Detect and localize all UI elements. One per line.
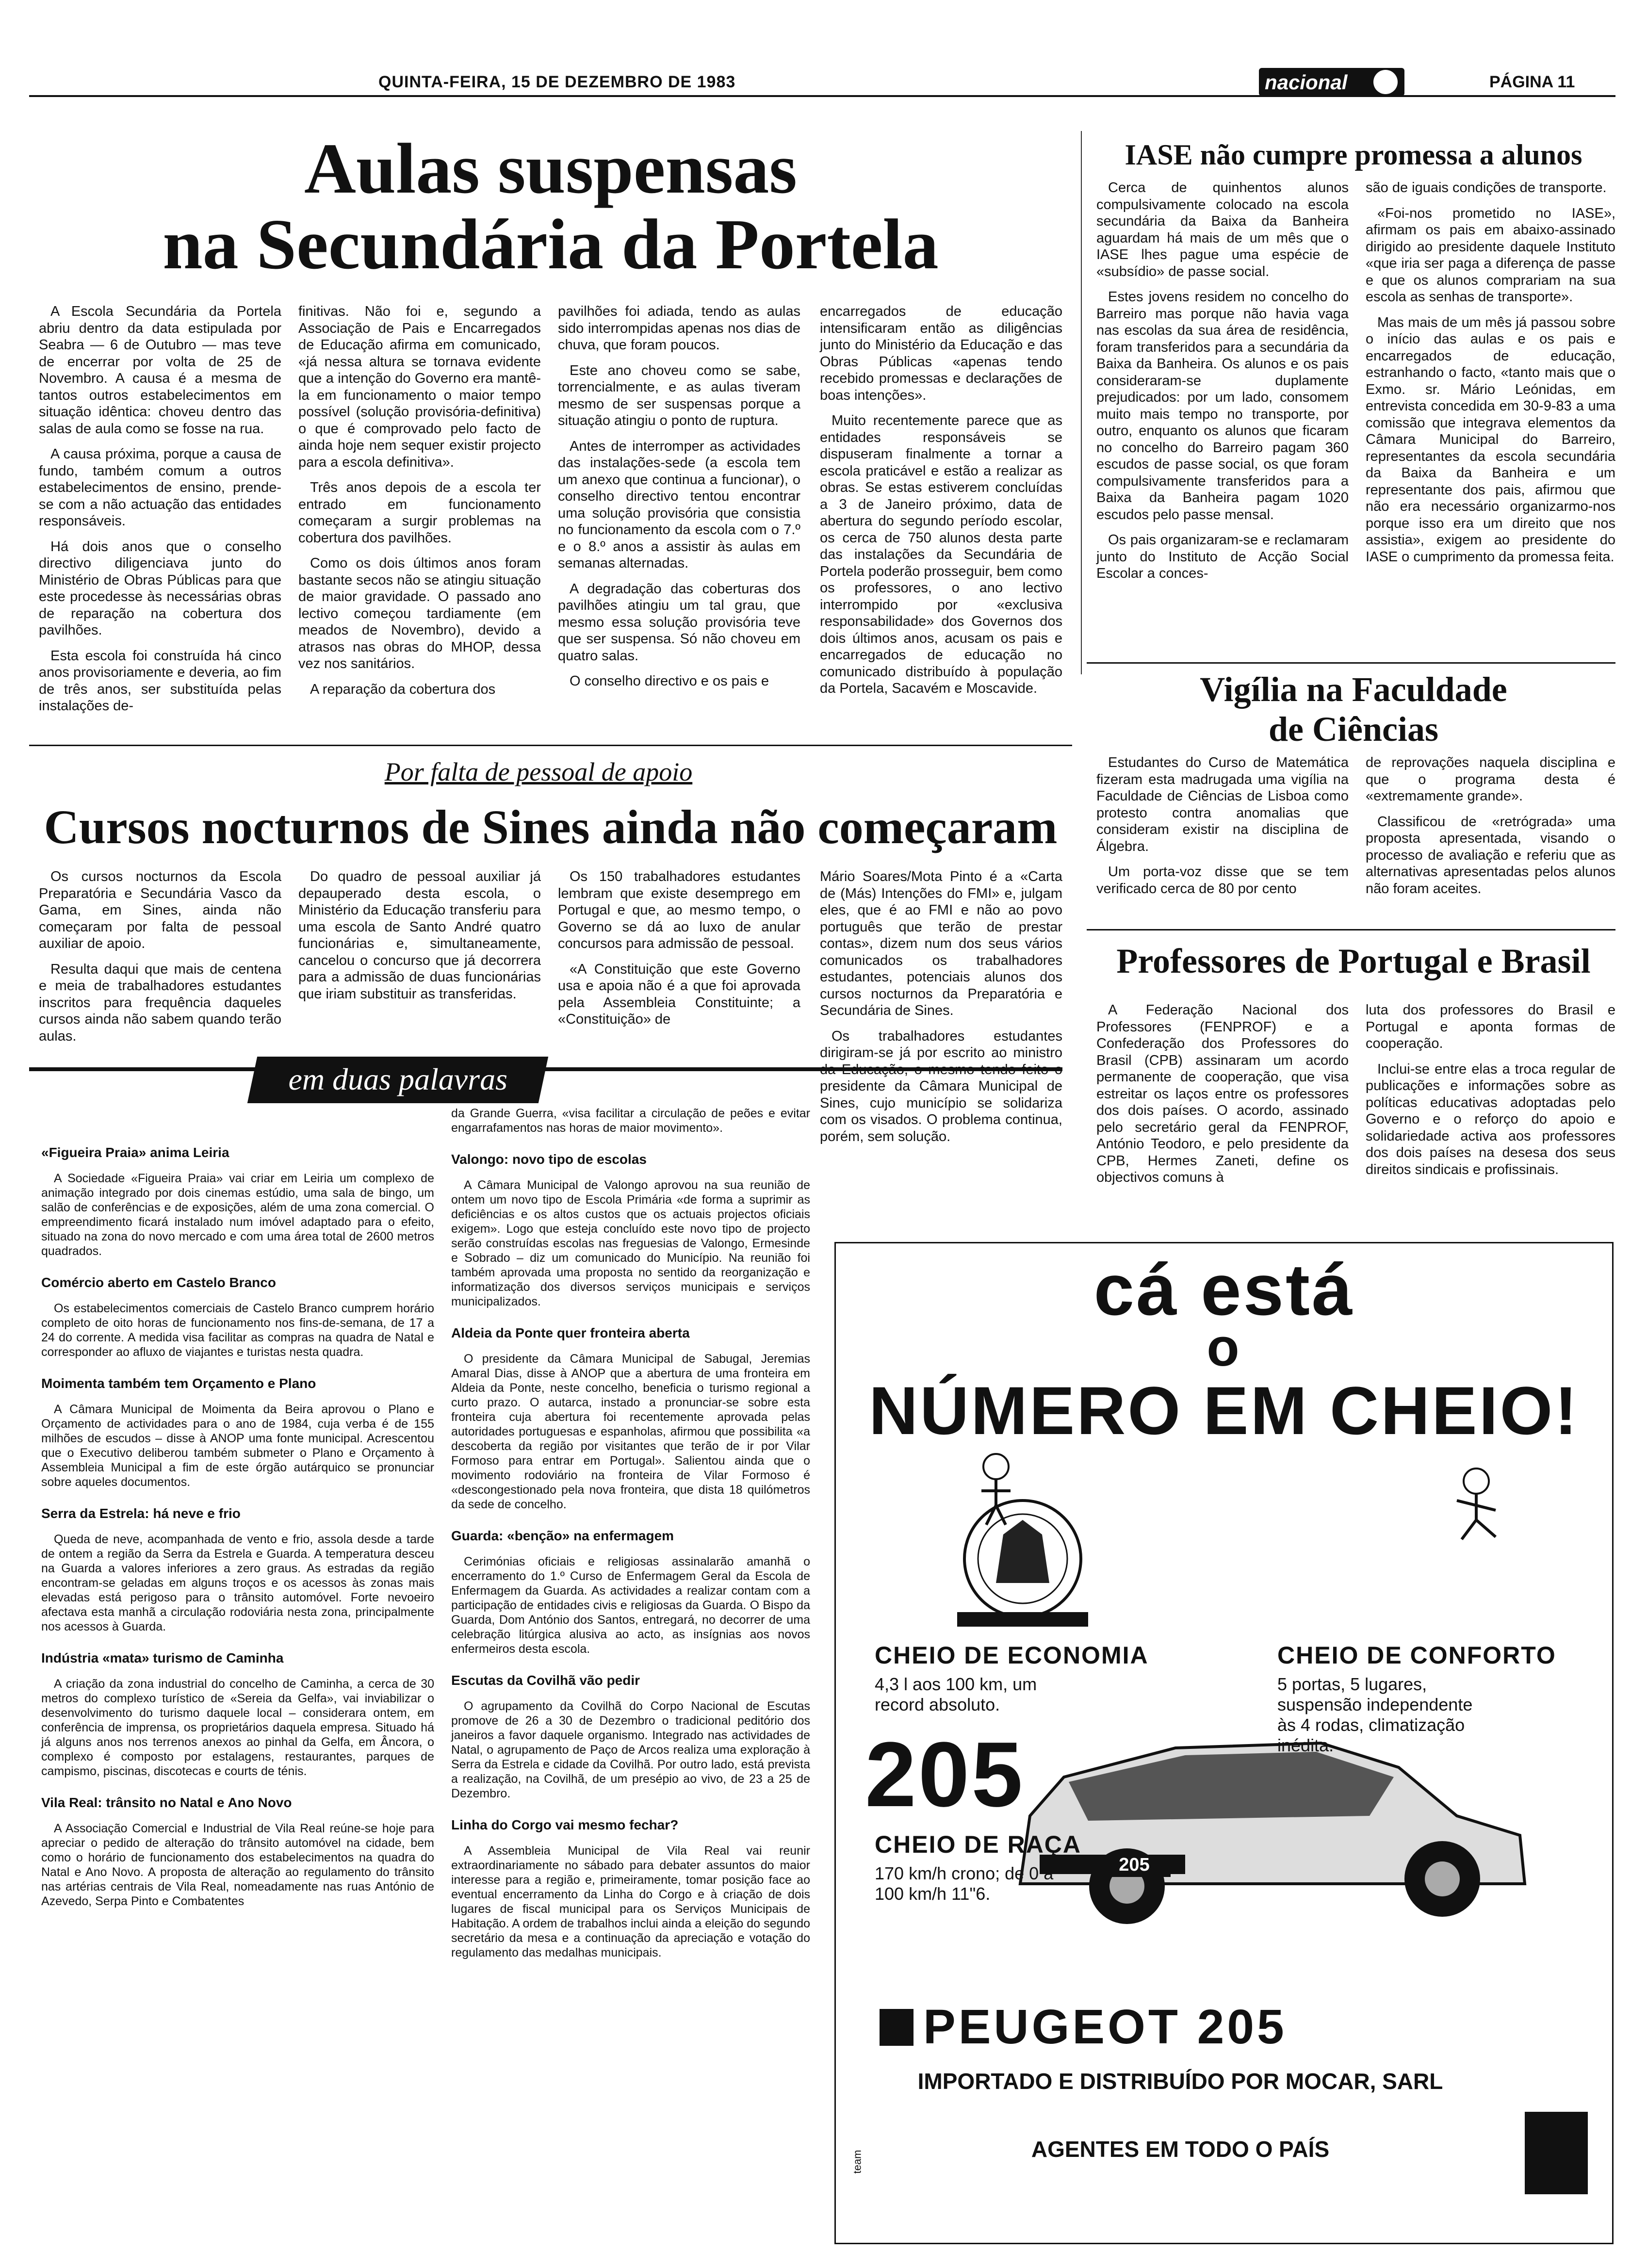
brief-text: O presidente da Câmara Municipal de Sabugal, Jeremias Amaral Dias, disse à ANOP que a abertura de uma fronteira em Aldeia da Ponte, neste concelho, beneficia o turismo regional a curto prazo. O autarca, instado a pronunciar-se sobre esta fronteira cuja abertura foi recentemente aprovada pelas autoridades portuguesas e espanholas, afirmou que possibilita «a descoberta da região por visitantes que terão de ir por Vilar Formoso para entrar em Portugal». Salientou ainda que o movimento rodoviário na fronteira de Vilar Formoso é «descongestionado pela nova fronteira, que dista 18 quilómetros da sede de concelho. (451, 1352, 810, 1511)
paragraph: Cerca de quinhentos alunos compulsivamente colocado na escola secundária da Baixa da Banheira aguardam há mais de um mês que o IASE lhes pague uma espécie de «subsídio» de passe social. (1096, 180, 1349, 279)
iase-column-2 (1366, 179, 1615, 574)
brief-text: A Associação Comercial e Industrial de Vila Real reúne-se hoje para apreciar o pedido de alteração do trânsito automóvel na cidade, bem como o horário de funcionamento dos estabelecimentos na quadra do Natal e Ano Novo. A proposta de alteração ao regulamento do trânsito nas artérias centrais de Vila Real, nomeadamente nas ruas António de Azevedo, Serpa Pinto e Combatentes (41, 1822, 434, 1908)
brand-square-icon (880, 2009, 913, 2046)
iase-bottom-rule (1087, 662, 1615, 664)
paragraph: Esta escola foi construída há cinco anos provisoriamente e deveria, ao fim de três anos, ser substituída pelas instalações de- (39, 648, 281, 714)
brief-text: A Câmara Municipal de Moimenta da Beira aprovou o Plano e Orçamento de actividades para o ano de 1984, cuja verba é de 155 milhões de escudos – disse à ANOP uma fonte municipal. Acrescentou que o Executivo deliberou também submeter o Plano e Orçamento à Assembleia Municipal a fim de este órgão autárquico se pronunciar sobre aqueles documentos. (41, 1403, 434, 1489)
sines-kicker: Por falta de pessoal de apoio (384, 757, 693, 786)
importer-text: IMPORTADO E DISTRIBUÍDO POR MOCAR, SARL (917, 2069, 1443, 2094)
header-rule (29, 95, 1615, 97)
brief-heading: Aldeia da Ponte quer fronteira aberta (451, 1325, 690, 1340)
paragraph: Antes de interromper as actividades das instalações-sede (a escola tem um anexo que continua a funcionar), o conselho directivo tentou encontrar uma solução provisória que consistia no funcionamento da escola com o 7.º e o 8.º anos a assistir às aulas em semanas alternadas. (558, 438, 800, 571)
sines-headline: Cursos nocturnos de Sines ainda não começaram (44, 800, 1058, 854)
paragraph: são de iguais condições de transporte. (1366, 180, 1607, 196)
raca-title: CHEIO DE RAÇA (875, 1831, 1082, 1858)
brief-item (451, 1152, 810, 1309)
paragraph: A causa próxima, porque a causa de fundo, também comum a outros estabelecimentos de ensino, prende-se com a não actuação das entidades responsáveis. (39, 446, 281, 529)
brief-heading: Comércio aberto em Castelo Branco (41, 1275, 276, 1290)
vigilia-headline (1092, 669, 1615, 749)
professores-column-1 (1096, 1002, 1349, 1195)
brief-heading: Valongo: novo tipo de escolas (451, 1152, 647, 1167)
professores-headline: Professores de Portugal e Brasil (1116, 942, 1591, 980)
ad-model-number: 205 (865, 1723, 1025, 1826)
paragraph: A reparação da cobertura dos (310, 681, 496, 697)
paragraph: Os 150 trabalhadores estudantes lembram que existe desemprego em Portugal e que, ao mesmo tempo, o Governo se dá ao luxo de anular concursos para admissão de pessoal. (558, 869, 800, 951)
vigilia-column-1 (1096, 754, 1349, 906)
brief-heading: Moimenta também tem Orçamento e Plano (41, 1376, 316, 1391)
professores-column-2 (1366, 1002, 1615, 1187)
section-name: nacional (1265, 71, 1348, 94)
brief-item (41, 1650, 434, 1779)
paragraph: Os pais organizaram-se e reclamaram junto do Instituto de Acção Social Escolar a conces- (1096, 532, 1349, 581)
header-date: QUINTA-FEIRA, 15 DE DEZEMBRO DE 1983 (378, 73, 736, 91)
ad-headline-1: cá está (1093, 1249, 1354, 1330)
paragraph: Classificou de «retrógrada» uma proposta apresentada, visando o processo de avaliação e referiu que as alternativas apresentadas pelos alunos não foram aceites. (1366, 814, 1615, 897)
conforto-text: 5 portas, 5 lugares, suspensão independente às 4 rodas, climatização inédita. (1277, 1674, 1473, 1755)
lion-medallion-icon (957, 1501, 1088, 1627)
brief-heading: Guarda: «benção» na enfermagem (451, 1528, 674, 1543)
sines-column-1 (39, 868, 281, 1053)
lead-column-2 (298, 303, 541, 706)
brief-text: A criação da zona industrial do concelho de Caminha, a cerca de 30 metros do complexo turístico de «Sereia da Gelfa», vai inviabilizar o desenvolvimento do turismo daquele local – considerara ontem, em conferência de imprensa, os proprietários daquela empresa. Situado há já alguns anos nos terrenos anexos ao pinhal da Gelfa, em Âncora, o complexo é composto por estalagens, restaurantes, parques de campismo, piscinas, discotecas e courts de ténis. (41, 1677, 434, 1778)
raca-block (875, 1830, 1127, 1904)
agents-text: AGENTES EM TODO O PAÍS (1031, 2137, 1330, 2162)
ad-headline-2: o (1207, 1318, 1241, 1377)
lead-title-line1: Aulas suspensas (304, 129, 797, 209)
brief-text: A Câmara Municipal de Valongo aprovou na sua reunião de ontem um novo tipo de Escola Primária «de forma a suprimir as deficiências e os altos custos que os actuais projectos oficiais exigem». Logo que esteja concluído este novo tipo de projecto serão construídas escolas nas freguesias de Valongo, Ermesinde e Sobrado – diz um comunicado do Município. Na reunião foi também aprovada uma proposta no sentido da reorganização e informatização dos diversos serviços municipais e serviços municipalizados. (451, 1178, 810, 1308)
briefs-banner (247, 1057, 548, 1103)
paragraph: Como os dois últimos anos foram bastante secos não se atingiu situação de maior gravidade. O passado ano lectivo começou tardiamente (em meados de Novembro), devido a atrasos nas obras do MHOP, dessa vez nos sanitários. (298, 555, 541, 671)
lead-headline (53, 131, 1048, 282)
paragraph: «Foi-nos prometido no IASE», afirmam os pais em abaixo-assinado dirigido ao presidente daquele Instituto «que iria ser paga a diferença de passe e que os alunos comprariam na sua escola as senhas de transporte». (1366, 205, 1615, 305)
section-symbol-icon (1373, 70, 1398, 94)
paragraph: Três anos depois de a escola ter entrado em funcionamento começaram a surgir problemas na cobertura dos pavilhões. (298, 480, 541, 546)
conforto-title: CHEIO DE CONFORTO (1277, 1642, 1556, 1669)
economia-title: CHEIO DE ECONOMIA (875, 1642, 1149, 1669)
paragraph: Estes jovens residem no concelho do Barreiro mas porque não havia vaga nas escolas da sua área de residência, foram transferidos para a secundária da Baixa da Banheira. Os alunos e os pais consideraram-se duplamente prejudicados: por um lado, consomem muito mais tempo no transporte, por outro, enquanto os alunos que ficaram no concelho do Barreiro pagam 360 escudos de passe social, os que foram compulsivamente transferidos para a Baixa da Banheira pagam 1020 escudos pelo passe mensal. (1096, 289, 1349, 522)
paragraph: «A Constituição que este Governo usa e apoia não é a que foi aprovada pela Assembleia Constituinte; a «Constituição» de (558, 961, 800, 1027)
brief-text: O agrupamento da Covilhã do Corpo Nacional de Escutas promove de 26 a 30 de Dezembro o tradicional peditório dos janeiros a favor daquele organismo. Integrado nas actividades de Natal, o agrupamento de Paço de Arcos realiza uma exploração à Serra da Estrela e cidade da Covilhã. Por outro lado, está prevista a realização, na Covilhã, de um presépio ao vivo, de 23 a 25 de Dezembro. (451, 1699, 810, 1800)
conforto-block (1277, 1641, 1588, 1756)
paragraph: Mário Soares/Mota Pinto é a «Carta de (Más) Intenções do FMI» e, julgam eles, que é ao FMI e não ao povo português que terão de prestar contas», dizem num dos seus vários comunicados os trabalhadores estudantes, potenciais alunos dos cursos nocturnos da Preparatória e Secundária de Sines. (820, 869, 1062, 1018)
iase-column-1 (1096, 179, 1349, 591)
lead-column-4 (820, 303, 1062, 706)
paragraph: A Escola Secundária da Portela abriu dentro da data estipulada por Seabra — 6 de Outubro — mas teve de encerrar por volta de 25 de Novembro. A causa é a mesma de tantos outros estabelecimentos em situação idêntica: choveu dentro das salas de aula como se fosse na rua. (39, 304, 281, 437)
briefs-column-1 (41, 1145, 434, 1925)
paragraph: Resulta daqui que mais de centena e meia de trabalhadores estudantes inscritos para frequência daqueles cursos ainda não sabem quando terão aulas. (39, 961, 281, 1044)
brief-text: Cerimónias oficiais e religiosas assinalarão amanhã o encerramento do 1.º Curso de Enfermagem Geral da Escola de Enfermagem da Guarda. As actividades a realizar contam com a participação de entidades civis e religiosas da Guarda. O Bispo da Guarda, Dom António dos Santos, entregará, no decorrer de uma celebração litúrgica alusiva ao acto, as insígnias aos novos enfermeiros desta escola. (451, 1555, 810, 1656)
brief-item (41, 1145, 434, 1258)
column-divider (1081, 131, 1082, 674)
car-plate: 205 (1098, 1855, 1171, 1877)
brand-name: PEUGEOT 205 (923, 2000, 1287, 2054)
brief-heading: Escutas da Covilhã vão pedir (451, 1673, 640, 1688)
sines-column-4 (820, 868, 1062, 1154)
paragraph: Estudantes do Curso de Matemática fizeram esta madrugada uma vigília na Faculdade de Ciências de Lisboa como protesto contra anomalias que consideram existir na disciplina de Álgebra. (1096, 755, 1349, 854)
raca-text: 170 km/h crono; de 0 a 100 km/h 11"6. (875, 1863, 1054, 1904)
lead-bottom-rule (29, 745, 1072, 746)
mascot-jumping-icon (1457, 1468, 1496, 1539)
paragraph: Os cursos nocturnos da Escola Preparatória e Secundária Vasco da Gama, em Sines, ainda não começaram por falta de pessoal auxiliar de apoio. (39, 869, 281, 951)
brief-item (451, 1106, 810, 1135)
paragraph: Do quadro de pessoal auxiliar já depauperado desta escola, o Ministério da Educação transferiu para uma escola de Santo André quatro funcionárias e, simultaneamente, cancelou o concurso que já decorrera para a admissão de duas funcionárias que iriam substituir as transferidas. (298, 869, 541, 1002)
lead-title-line2: na Secundária da Portela (163, 205, 939, 284)
page-number: PÁGINA 11 (1489, 73, 1575, 91)
paragraph: Um porta-voz disse que se tem verificado cerca de 80 por cento (1096, 864, 1349, 897)
paragraph: Muito recentemente parece que as entidades responsáveis se dispuseram finalmente a tornar a escola praticável e estão a realizar as obras. Se estas estiverem concluídas a 3 de Janeiro próximo, data de abertura do segundo período escolar, os cerca de 750 alunos desta parte das instalações da Secundária de Portela poderão prosseguir, bem como os professores, o ano lectivo interrompido por «exclusiva responsabilidade» dos Governos dos dois últimos anos, acusam os pais e encarregados de educação no comunicado distribuído à população da Portela, Sacavém e Moscavide. (820, 413, 1062, 696)
paragraph: Inclui-se entre elas a troca regular de publicações e informações sobre as políticas educativas adoptadas pelo Governo e o reforço do apoio e solidariedade activa aos professores dos dois países na desesa dos seus direitos sindicais e profissinais. (1366, 1061, 1615, 1177)
peugeot-lion-logo-icon (1525, 2112, 1588, 2194)
section-logo (1259, 68, 1404, 96)
paragraph: finitivas. Não foi e, segundo a Associação de Pais e Encarregados de Educação afirma em comunicado, «já nessa altura se tornava evidente que a intenção do Governo era mantê-la em funcionamento o maior tempo possível (solução provisória-definitiva) o que é comprovado pelo facto de ainda hoje nem sequer existir projecto para a escola definitiva». (298, 304, 541, 470)
paragraph: Os trabalhadores estudantes dirigiram-se já por escrito ao ministro presidente da Câmara Municipal de Sines, cujo município se solidariza com os visados. O problema continua, porém, sem solução. (820, 1028, 1062, 1144)
page-header (0, 0, 1631, 97)
vigilia-column-2 (1366, 754, 1615, 906)
brief-text: A Sociedade «Figueira Praia» vai criar em Leiria um complexo de animação integrado por dois cinemas estúdio, uma sala de bingo, um salão de conferências e de exposições, além de uma zona comercial. O empreendimento ficará instalado num imóvel adaptado para o efeito, situado na zona do novo mercado e com uma área total de 2600 metros quadrados. (41, 1172, 434, 1258)
brief-text: A Assembleia Municipal de Vila Real vai reunir extraordinariamente no sábado para debater assuntos do maior interesse para a região e, primeiramente, tomar posição face ao eventual encerramento da Linha do Corgo e à criação de dois lugares de fiscal municipal para os Serviços Municipais de Habitação. A ordem de trabalhos inclui ainda a eleição do segundo secretário da mesa e a continuação da apreciação e votação do regulamento das medalhas municipais. (451, 1844, 810, 1959)
paragraph: pavilhões foi adiada, tendo as aulas sido interrompidas apenas nos dias de chuva, que foram poucos. (558, 304, 800, 353)
brief-text: Os estabelecimentos comerciais de Castelo Branco cumprem horário completo de oito horas de funcionamento nos fins-de-semana, de 17 a 24 do corrente. A medida visa facilitar as compras na quadra de Natal e corresponder ao afluxo de viajantes e turistas nesta quadra. (41, 1302, 434, 1359)
briefs-column-2 (451, 1106, 810, 1976)
brief-item (451, 1325, 810, 1512)
vigilia-title-line2: de Ciências (1269, 710, 1438, 749)
paragraph: A Federação Nacional dos Professores (FENPROF) e a Confederação dos Professores do Brasil (CPB) assinaram um acordo permanente de cooperação, que visa estreitar os laços entre os professores dos dois países. O acordo, assinado pelo secretário geral da FENPROF, António Teodoro, e pelo presidente da CPB, Hermes Zaneti, define os objectivos comuns à (1096, 1002, 1349, 1185)
briefs-banner-label: em duas palavras (288, 1062, 507, 1096)
ad-headline-3: NÚMERO EM CHEIO! (869, 1372, 1579, 1449)
brief-item (451, 1817, 810, 1960)
brief-item (41, 1506, 434, 1634)
paragraph: O conselho directivo e os pais e (570, 673, 769, 689)
paragraph: Este ano choveu como se sabe, torrencialmente, e as aulas tiveram mesmo de ser suspensas porque a situação atingiu o ponto de ruptura. (558, 362, 800, 428)
brief-item (451, 1528, 810, 1656)
brief-heading: Vila Real: trânsito no Natal e Ano Novo (41, 1795, 292, 1810)
brief-item (451, 1673, 810, 1801)
agency-credit: team (851, 2150, 864, 2174)
brief-item (41, 1795, 434, 1909)
brief-heading: «Figueira Praia» anima Leiria (41, 1145, 229, 1160)
sines-column-3 (558, 868, 800, 1037)
paragraph: A degradação das coberturas dos pavilhões atingiu um tal grau, que mesmo essa solução provisória teve que ser suspensa. Só não choveu em quatro salas. (558, 581, 800, 664)
brief-heading: Serra da Estrela: há neve e frio (41, 1506, 241, 1521)
economia-text: 4,3 l aos 100 km, um record absoluto. (875, 1674, 1037, 1714)
economia-block (875, 1641, 1166, 1715)
paragraph: Há dois anos que o conselho directivo diligenciava junto do Ministério de Obras Públicas para que este procedesse às necessárias obras de reparação na cobertura dos pavilhões. (39, 538, 281, 638)
paragraph: encarregados de educação intensificaram então as diligências junto do Ministério da Educação e das Obras Públicas «apenas tendo recebido promessas e declarações de boas intenções». (820, 304, 1062, 403)
brief-heading: Indústria «mata» turismo de Caminha (41, 1650, 284, 1665)
lead-column-3 (558, 303, 800, 699)
brief-heading: Linha do Corgo vai mesmo fechar? (451, 1817, 679, 1832)
sines-column-2 (298, 868, 541, 1011)
brief-item (41, 1376, 434, 1489)
brief-item (41, 1275, 434, 1359)
iase-headline: IASE não cumpre promessa a alunos (1125, 139, 1582, 171)
brand-block (880, 2000, 1588, 2054)
brief-text: da Grande Guerra, «visa facilitar a circulação de peões e evitar engarrafamentos nas horas de maior movimento». (451, 1107, 810, 1135)
lead-column-1 (39, 303, 281, 723)
paragraph: Mas mais de um mês já passou sobre o início das aulas e os pais e encarregados de educação, estranhando o facto, «tanto mais que o Exmo. sr. Mário Leónidas, em entrevista concedida em 30-9-83 a uma comissão que integrava elementos da Câmara Municipal do Barreiro, representantes da escola secundária da Baixa da Banheira e um representante dos pais, afirmou que não era necessário organizarmo-nos porque isso era um direito que nos assistia», exigem ao presidente do IASE o cumprimento da promessa feita. (1366, 314, 1615, 565)
brief-text: Queda de neve, acompanhada de vento e frio, assola desde a tarde de ontem a região da Serra da Estrela e Guarda. A temperatura desceu na Guarda a valores inferiores a zero graus. As estradas da região encontram-se geladas em alguns troços e os acessos às zonas mais elevadas está perigoso para o trânsito automóvel. Forte nevoeiro afectava esta manhã a circulação rodoviária nesta zona, principalmente nos acessos à Guarda. (41, 1533, 434, 1633)
paragraph: luta dos professores do Brasil e Portugal e aponta formas de cooperação. (1366, 1002, 1615, 1051)
paragraph: de reprovações naquela disciplina e que o programa desta é «extremamente grande». (1366, 755, 1615, 804)
peugeot-advertisement (834, 1242, 1614, 2244)
vigilia-title-line1: Vigília na Faculdade (1200, 670, 1507, 709)
vigilia-bottom-rule (1087, 929, 1615, 930)
